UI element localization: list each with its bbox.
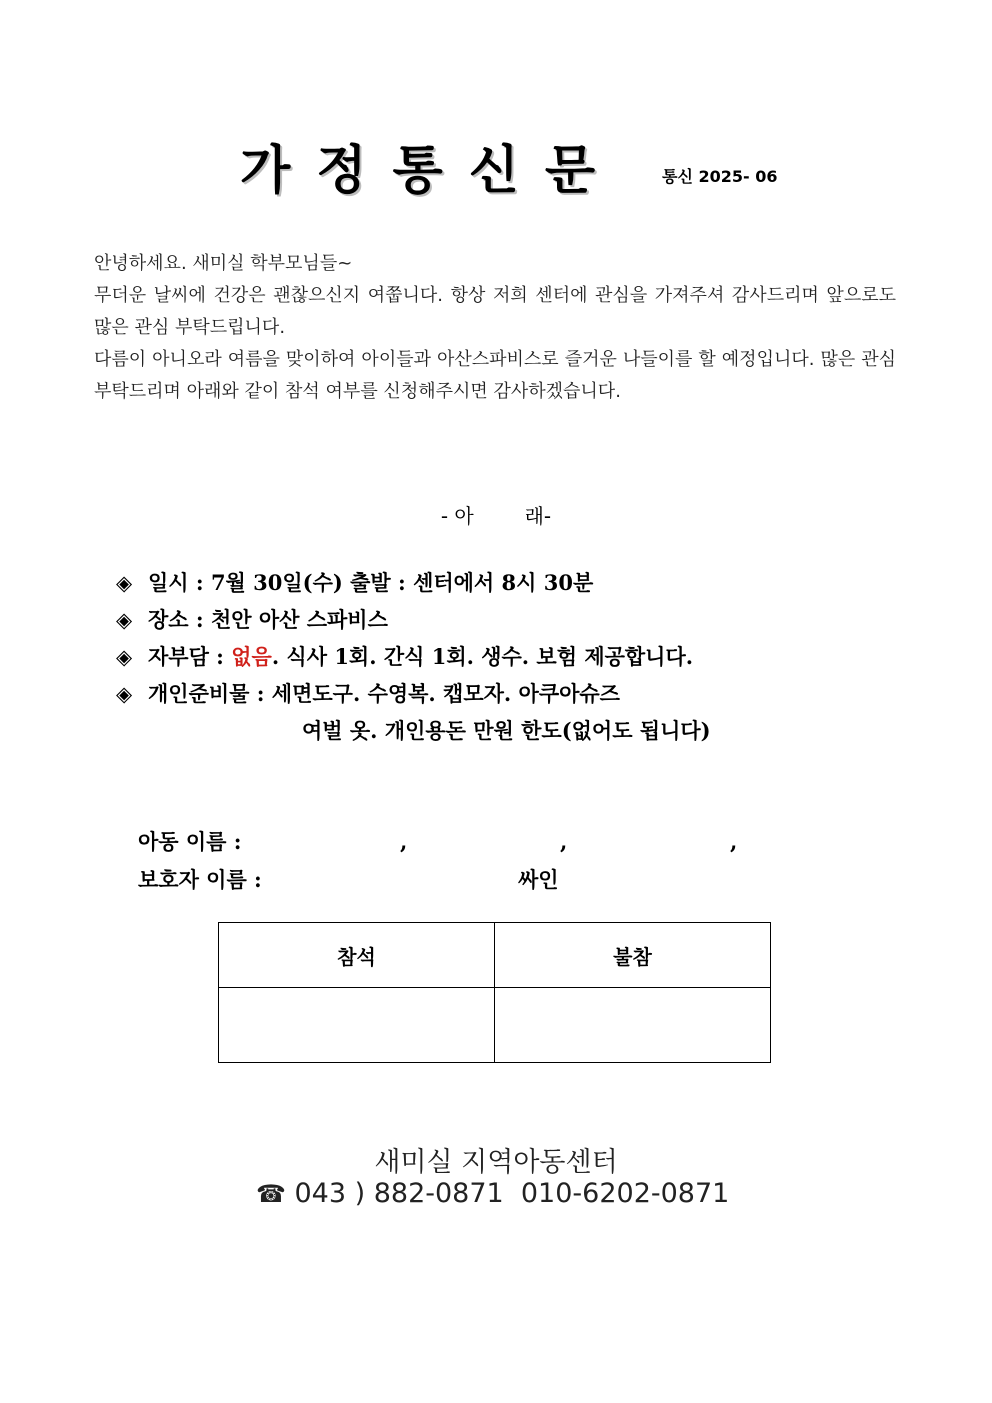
detail-date (116, 564, 936, 601)
diamond-bullet-icon: ◈ (116, 570, 133, 595)
event-details (116, 564, 936, 749)
detail-place (116, 601, 936, 638)
cost-rest: . 식사 1회. 간식 1회. 생수. 보험 제공합니다. (271, 644, 694, 669)
date-text: 일시 : 7월 30일(수) 출발 : 센터에서 8시 30분 (148, 570, 594, 595)
detail-cost (116, 638, 936, 675)
intro-text (94, 248, 896, 408)
cost-none-highlight: 없음 (231, 644, 272, 669)
child-name-line (138, 823, 838, 861)
issue-number: 통신 2025- 06 (662, 167, 778, 186)
contact-phones (256, 1178, 729, 1209)
place-text: 장소 : 천안 아산 스파비스 (148, 607, 388, 632)
child-name-separator: , (400, 829, 408, 854)
guardian-name-line (138, 861, 838, 899)
table-row (219, 988, 771, 1063)
absent-cell[interactable] (495, 988, 771, 1063)
items-line-2: 여벌 옷. 개인용돈 만원 한도(없어도 됩니다) (302, 718, 711, 743)
child-name-label: 아동 이름 : (138, 829, 242, 854)
intro-paragraph-1: 무더운 날씨에 건강은 괜찮으신지 여쭙니다. 항상 저희 센터에 관심을 가져주셔 감사드리며 앞으로도 많은 관심 부탁드립니다. (94, 285, 896, 338)
diamond-bullet-icon: ◈ (116, 607, 133, 632)
page-title: 가정통신문 (240, 140, 622, 201)
child-name-separator: , (560, 829, 568, 854)
table-header-row (219, 923, 771, 988)
telephone-icon: ☎ (256, 1180, 286, 1208)
attendance-table (218, 922, 771, 1063)
absent-header: 불참 (495, 923, 771, 988)
intro-paragraph-2: 다름이 아니오라 여름을 맞이하여 아이들과 아산스파비스로 즐거운 나들이를 할 예정입니다. 많은 관심 부탁드리며 아래와 같이 참석 여부를 신청해주시면 감사하겠습니다. (94, 349, 896, 402)
signature-label: 싸인 (518, 867, 559, 892)
greeting: 안녕하세요. 새미실 학부모님들~ (94, 253, 353, 274)
header (0, 128, 992, 201)
notice-heading: - 아 래- (440, 504, 552, 528)
center-name: 새미실 지역아동센터 (374, 1147, 618, 1178)
attend-header: 참석 (219, 923, 495, 988)
cost-label: 자부담 : (148, 644, 232, 669)
attend-cell[interactable] (219, 988, 495, 1063)
items-line-1: 개인준비물 : 세면도구. 수영복. 캡모자. 아쿠아슈즈 (148, 681, 620, 706)
detail-items (116, 675, 936, 749)
diamond-bullet-icon: ◈ (116, 681, 133, 706)
guardian-name-label: 보호자 이름 : (138, 867, 262, 892)
diamond-bullet-icon: ◈ (116, 644, 133, 669)
child-name-separator: , (730, 829, 738, 854)
phone-numbers: 043 ) 882-0871 010-6202-0871 (285, 1178, 730, 1209)
signup-form (138, 823, 838, 899)
